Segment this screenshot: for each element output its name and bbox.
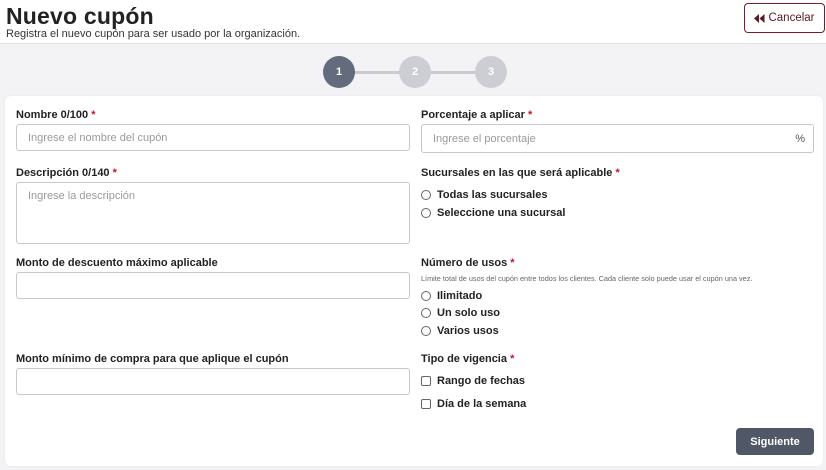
double-chevron-left-icon: [754, 14, 765, 23]
required-marker: *: [510, 353, 515, 365]
next-button[interactable]: Siguiente: [736, 428, 814, 455]
percentage-placeholder: Ingrese el porcentaje: [433, 132, 536, 145]
radio-multiple-uses[interactable]: [421, 325, 499, 337]
radio-label: Ilimitado: [437, 290, 483, 302]
radio-label: Seleccione una sucursal: [437, 207, 566, 219]
page-header: [0, 0, 826, 44]
percentage-label: [421, 109, 532, 121]
checkbox-label: Rango de fechas: [437, 375, 526, 387]
checkbox-box[interactable]: [421, 399, 431, 409]
max-discount-label: Monto de descuento máximo aplicable: [16, 257, 218, 269]
required-marker: *: [510, 257, 515, 269]
branches-label-text: Sucursales en las que será aplicable: [421, 167, 613, 179]
stepper: [0, 56, 826, 88]
cancel-button[interactable]: [744, 3, 825, 33]
radio-select-branch[interactable]: [421, 207, 565, 219]
name-label-text: Nombre 0/100: [16, 109, 89, 121]
validity-label-text: Tipo de vigencia: [421, 353, 507, 365]
step-connector: [354, 71, 400, 74]
branches-label: [421, 167, 620, 179]
radio-label: Varios usos: [437, 325, 499, 337]
radio-label: Todas las sucursales: [437, 189, 548, 201]
validity-label: [421, 353, 514, 365]
checkbox-box[interactable]: [421, 376, 431, 386]
page-subtitle: Registra el nuevo cupón para ser usado por la organización.: [6, 28, 301, 40]
radio-unlimited[interactable]: [421, 290, 482, 302]
name-label: [16, 109, 96, 121]
radio-circle[interactable]: [421, 190, 431, 200]
description-placeholder: Ingrese la descripción: [28, 190, 136, 202]
radio-single-use[interactable]: [421, 307, 500, 319]
required-marker: *: [528, 109, 533, 121]
checkbox-label: Día de la semana: [437, 398, 527, 410]
percentage-label-text: Porcentaje a aplicar: [421, 109, 525, 121]
radio-all-branches[interactable]: [421, 189, 547, 201]
name-input[interactable]: [16, 124, 410, 151]
checkbox-date-range[interactable]: [421, 375, 525, 387]
uses-hint: Límite total de usos del cupón entre todos los clientes. Cada cliente solo puede usar el cupón una vez.: [421, 274, 753, 283]
step-connector: [430, 71, 476, 74]
description-textarea[interactable]: [16, 182, 410, 244]
name-input-placeholder: Ingrese el nombre del cupón: [28, 131, 168, 144]
max-discount-input[interactable]: [16, 272, 410, 299]
percentage-input[interactable]: [421, 124, 814, 153]
checkbox-weekday[interactable]: [421, 398, 526, 410]
uses-label-text: Número de usos: [421, 257, 508, 269]
required-marker: *: [112, 167, 117, 179]
radio-circle[interactable]: [421, 291, 431, 301]
radio-circle[interactable]: [421, 208, 431, 218]
min-purchase-label: Monto mínimo de compra para que aplique el cupón: [16, 353, 289, 365]
page-title: Nuevo cupón: [6, 3, 154, 29]
step-2: 2: [399, 56, 431, 88]
cancel-button-label: Cancelar: [768, 12, 815, 24]
description-label-text: Descripción 0/140: [16, 167, 110, 179]
percent-suffix: %: [795, 132, 805, 145]
radio-circle[interactable]: [421, 308, 431, 318]
radio-label: Un solo uso: [437, 307, 500, 319]
required-marker: *: [91, 109, 96, 121]
required-marker: *: [615, 167, 620, 179]
description-label: [16, 167, 117, 179]
step-1: 1: [323, 56, 355, 88]
radio-circle[interactable]: [421, 326, 431, 336]
uses-label: [421, 257, 515, 269]
min-purchase-input[interactable]: [16, 368, 410, 395]
step-3: 3: [475, 56, 507, 88]
